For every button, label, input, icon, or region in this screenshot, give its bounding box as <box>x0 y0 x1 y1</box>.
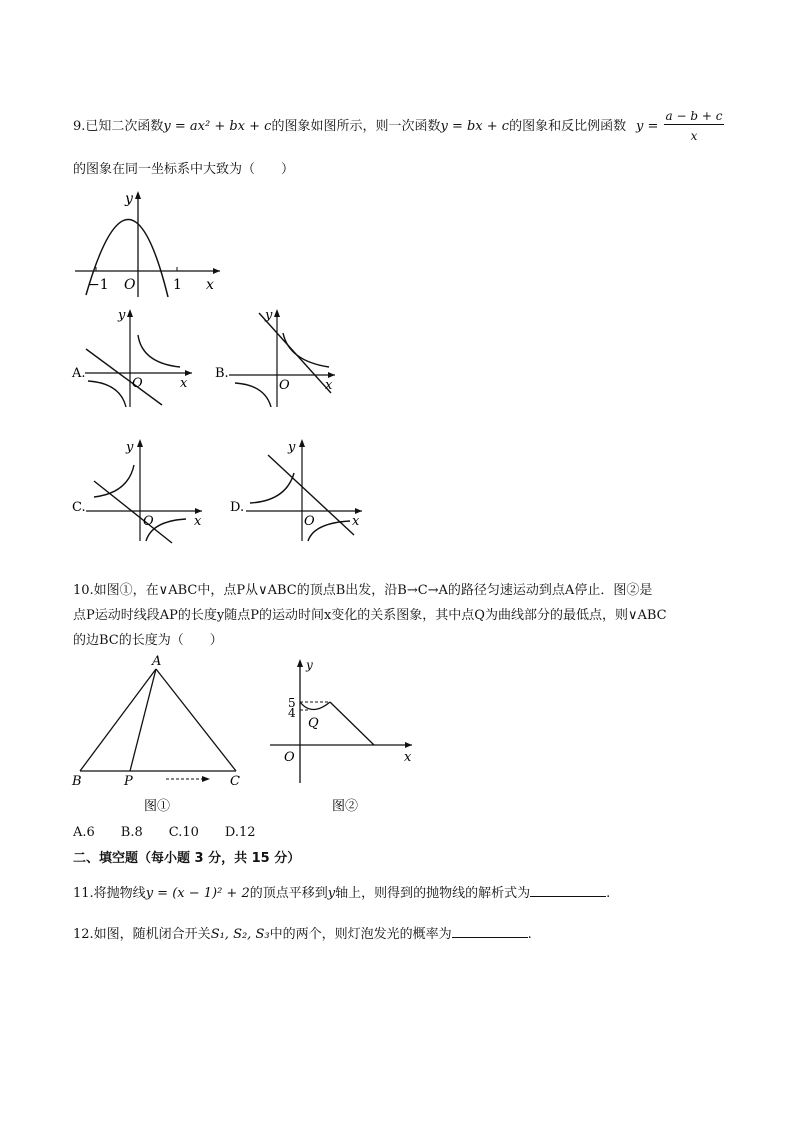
y-label: y <box>126 440 134 455</box>
y-axis-arrow-icon <box>274 309 280 317</box>
x-label: x <box>352 514 360 529</box>
figure2-caption: 图② <box>332 799 359 814</box>
x-label: x <box>194 514 202 529</box>
q10-line1: 10.如图①，在∨ABC中，点P从∨ABC的顶点B出发，沿B→C→A的路径匀速运动到点A停止．图②是 <box>73 583 653 598</box>
hyperbola-upper-left-branch <box>94 465 134 497</box>
q11-y-var: y <box>327 886 336 901</box>
q9-line1 <box>73 119 626 135</box>
option-a-graph <box>70 305 200 410</box>
option-c-label: C. <box>72 500 86 515</box>
figure1-caption: 图① <box>144 799 171 814</box>
y-label: y <box>288 440 296 455</box>
q12-answer-blank[interactable] <box>452 925 528 938</box>
section-heading: 二、填空题（每小题 3 分，共 15 分） <box>73 851 301 866</box>
q11-text-c: 轴上，则得到的抛物线的解析式为 <box>335 886 531 901</box>
q11-text-b: 的顶点平移到 <box>249 886 328 901</box>
tick-label-4: 4 <box>288 706 296 720</box>
y-label: y <box>306 658 313 672</box>
linear-segment <box>330 702 374 745</box>
neg-one-label: −1 <box>88 277 109 293</box>
origin-label: O <box>124 277 136 293</box>
q10-figure2-graph <box>262 655 422 820</box>
q11-formula: y = (x − 1)² + 2 <box>145 886 250 901</box>
x-label: x <box>325 378 333 393</box>
option-d-label: D. <box>230 500 245 515</box>
y-axis-arrow-icon <box>299 439 305 447</box>
q9-formula-quadratic: y = ax² + bx + c <box>163 119 272 134</box>
x-axis-arrow-icon <box>213 268 220 274</box>
x-label: x <box>206 277 214 293</box>
origin-label: O <box>284 750 295 765</box>
y-axis-arrow-icon <box>127 309 133 317</box>
vertex-a-label: A <box>152 655 162 669</box>
hyperbola-upper-branch <box>138 335 180 367</box>
origin-label: O <box>279 378 290 393</box>
q12-text-a: 12.如图，随机闭合开关 <box>73 927 211 942</box>
segment-ap <box>130 669 156 771</box>
q11-line <box>73 884 610 902</box>
hyperbola-upper-left-branch <box>250 473 294 503</box>
vertex-b-label: B <box>72 774 82 789</box>
q9-text-c: 的图象和反比例函数 <box>509 119 627 134</box>
y-label: y <box>125 191 133 207</box>
y-label: y <box>265 308 273 323</box>
curve-segment <box>300 702 330 710</box>
hyperbola-lower-branch <box>88 381 126 407</box>
origin-label: O <box>143 514 154 529</box>
y-axis-arrow-icon <box>297 659 303 667</box>
q9-line2: 的图象在同一坐标系中大致为（ ） <box>73 162 295 177</box>
tick-label-5: 5 <box>288 696 296 710</box>
option-c-graph <box>70 435 210 545</box>
origin-label: O <box>132 376 143 391</box>
line-graph <box>94 481 172 543</box>
y-label: y <box>118 308 126 323</box>
q10-line2: 点P运动时线段AP的长度y随点P的运动时间x变化的关系图象，其中点Q为曲线部分的最低点，则∨ABC <box>73 608 667 623</box>
hyperbola-upper-branch <box>283 333 329 367</box>
q11-end: . <box>606 886 611 901</box>
side-ab <box>80 669 156 771</box>
option-d-graph <box>228 435 368 545</box>
q12-end: . <box>527 927 532 942</box>
x-axis-arrow-icon <box>405 742 412 748</box>
point-q-label: Q <box>308 716 319 731</box>
hyperbola-lower-branch <box>235 383 271 407</box>
y-axis-arrow-icon <box>137 439 143 447</box>
origin-label: O <box>304 514 315 529</box>
x-label: x <box>404 750 412 765</box>
q9-inverse-lhs: y = <box>636 119 659 134</box>
q11-answer-blank[interactable] <box>530 884 606 897</box>
q9-fraction-denominator: x <box>690 129 698 143</box>
q12-vars: S₁, S₂, S₃ <box>210 927 270 942</box>
one-label: 1 <box>173 277 182 293</box>
q9-parabola-graph <box>70 185 230 300</box>
q10-line3: 的边BC的长度为（ ） <box>73 633 223 648</box>
q9-fraction-numerator: a − b + c <box>665 109 723 123</box>
x-label: x <box>180 376 188 391</box>
vertex-c-label: C <box>230 774 240 789</box>
option-a-label: A. <box>72 366 86 381</box>
q11-text-a: 11.将抛物线 <box>73 886 146 901</box>
q12-line <box>73 925 532 943</box>
q10-figure1-triangle <box>68 655 253 820</box>
y-axis-arrow-icon <box>135 191 141 199</box>
q10-choices: A.6 B.8 C.10 D.12 <box>73 825 256 840</box>
option-b-label: B. <box>215 366 229 381</box>
line-graph <box>259 313 331 393</box>
q12-text-b: 中的两个，则灯泡发光的概率为 <box>269 927 452 942</box>
side-ac <box>156 669 236 771</box>
q9-text-a: 9.已知二次函数 <box>73 119 164 134</box>
option-b-graph <box>213 305 343 410</box>
arrow-icon <box>202 776 210 782</box>
q9-text-b: 的图象如图所示，则一次函数 <box>271 119 441 134</box>
q9-formula-linear: y = bx + c <box>440 119 510 134</box>
point-p-label: P <box>124 774 133 789</box>
